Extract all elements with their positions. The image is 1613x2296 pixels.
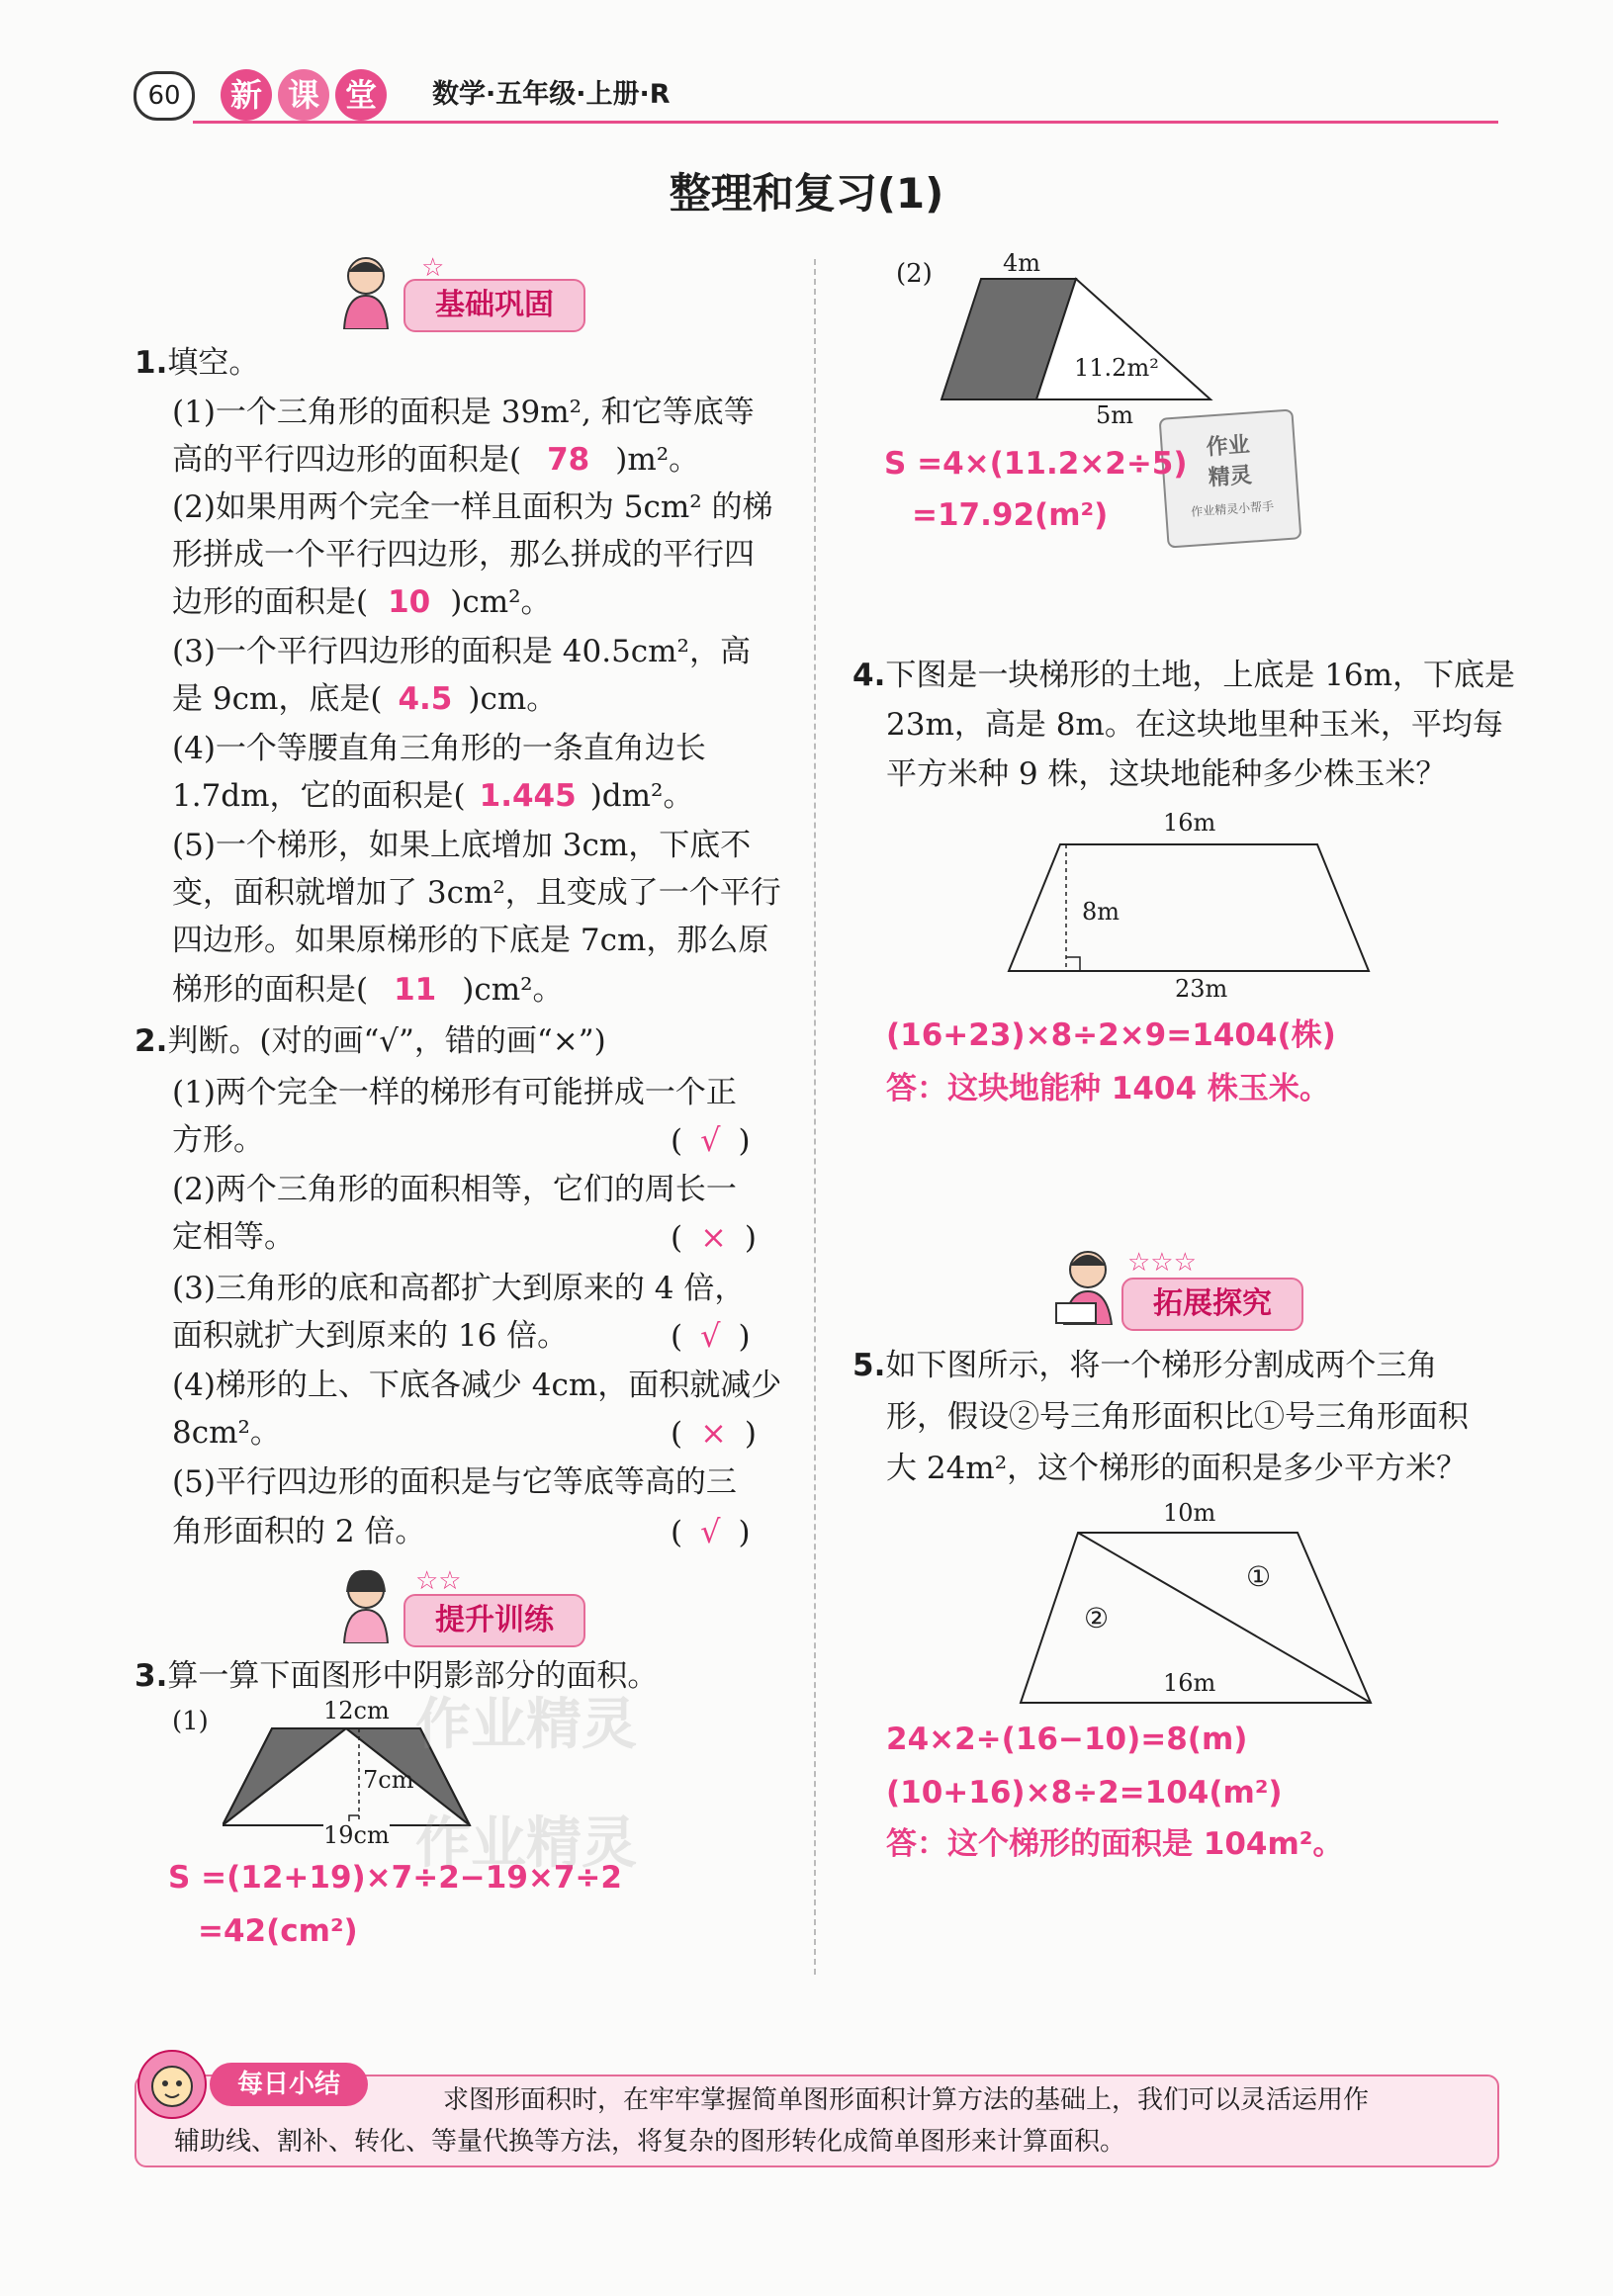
q1-answer-4: 1.445 [479, 778, 577, 814]
q5-line-2: 形，假设②号三角形面积比①号三角形面积 [886, 1399, 1469, 1435]
q3-fig2-top-label: 4m [1003, 249, 1041, 277]
q4-line-1: 4.下图是一块梯形的土地，上底是 16m，下底是 [852, 658, 1516, 693]
q5-solution-line-3: 答：这个梯形的面积是 104m²。 [886, 1826, 1344, 1862]
watermark-2: 作业精灵 [415, 1811, 637, 1876]
q4-height-label: 8m [1082, 898, 1120, 926]
daily-summary-line-2: 辅助线、割补、转化、等量代换等方法，将复杂的图形转化成简单图形来计算面积。 [174, 2127, 1126, 2157]
daily-summary-badge: 每日小结 [210, 2063, 368, 2106]
q4-line-2: 23m，高是 8m。在这块地里种玉米，平均每 [886, 707, 1503, 743]
q3-solution-2-line-1: S =4×(11.2×2÷5) [884, 446, 1188, 482]
q3-part2-label: (2) [896, 259, 933, 289]
q4-line-3: 平方米种 9 株，这块地能种多少株玉米？ [886, 756, 1447, 792]
lion-icon [134, 2047, 210, 2122]
q3-heading: 3.算一算下面图形中阴影部分的面积。 [134, 1658, 659, 1694]
q1-answer-5: 11 [394, 972, 437, 1008]
section-extend-badge: 拓展探究 [1121, 1278, 1303, 1331]
q5-figure [1015, 1499, 1381, 1717]
q3-fig1-height-label: 7cm [363, 1766, 414, 1794]
q3-fig1-top-label: 12cm [323, 1697, 390, 1724]
column-divider [814, 259, 816, 1975]
q1-answer-3: 4.5 [398, 681, 453, 717]
q3-figure-2 [938, 249, 1224, 427]
q3-solution-1-line-2: =42(cm²) [198, 1913, 358, 1949]
section-improve-badge: 提升训练 [403, 1594, 585, 1647]
q5-tri2-label: ② [1084, 1602, 1110, 1634]
q3-part1-label: (1) [172, 1707, 209, 1736]
stars-icon: ☆☆ [415, 1566, 462, 1596]
q4-top-label: 16m [1163, 809, 1216, 837]
q1-answer-1: 78 [547, 442, 590, 478]
brand-char-1: 新 [221, 69, 272, 121]
reader-kid-icon [1054, 1246, 1120, 1325]
header [134, 65, 1498, 129]
star-icon: ☆ [421, 253, 445, 283]
q2-answer-4: × [700, 1414, 727, 1452]
girl-icon [336, 1566, 394, 1643]
q2-answer-5: √ [700, 1513, 721, 1550]
brand-char-3: 堂 [335, 69, 387, 121]
section-basic-badge: 基础巩固 [403, 279, 585, 332]
q2-answer-2: × [700, 1218, 727, 1256]
q5-solution-line-2: (10+16)×8÷2=104(m²) [886, 1775, 1283, 1810]
header-line [193, 121, 1498, 124]
page-title: 整理和复习(1) [669, 169, 944, 218]
q1-answer-2: 10 [388, 584, 431, 620]
q5-top-label: 10m [1163, 1499, 1216, 1527]
q4-bottom-label: 23m [1175, 975, 1228, 1003]
q5-tri1-label: ① [1246, 1560, 1272, 1593]
q5-line-3: 大 24m²，这个梯形的面积是多少平方米？ [886, 1451, 1468, 1486]
daily-summary-line-1: 求图形面积时，在牢牢掌握简单图形面积计算方法的基础上，我们可以灵活运用作 [443, 2085, 1370, 2115]
q5-line-1: 5.如下图所示，将一个梯形分割成两个三角 [852, 1348, 1438, 1383]
page-number: 60 [134, 71, 195, 121]
q5-bottom-label: 16m [1163, 1669, 1216, 1697]
q3-fig1-bottom-label: 19cm [323, 1821, 390, 1849]
q2-answer-1: √ [700, 1121, 721, 1159]
kid-icon [336, 252, 394, 329]
q2-heading: 2.判断。(对的画“√”，错的画“×”) [134, 1023, 606, 1059]
q3-fig2-bottom-label: 5m [1096, 401, 1134, 429]
three-stars-icon: ☆☆☆ [1127, 1248, 1197, 1278]
q1-heading: 1.填空。 [134, 345, 260, 381]
q3-fig2-area-label: 11.2m² [1074, 354, 1159, 382]
q3-solution-1-line-1: S =(12+19)×7÷2−19×7÷2 [168, 1860, 622, 1896]
q2-answer-3: √ [700, 1317, 721, 1355]
watermark-1: 作业精灵 [415, 1693, 637, 1757]
q4-solution-line-1: (16+23)×8÷2×9=1404(株) [886, 1017, 1336, 1053]
brand-char-2: 课 [278, 69, 329, 121]
q4-solution-line-2: 答：这块地能种 1404 株玉米。 [886, 1071, 1330, 1106]
header-subtitle: 数学·五年级·上册·R [432, 79, 671, 110]
q5-solution-line-1: 24×2÷(16−10)=8(m) [886, 1722, 1248, 1757]
q4-figure [1001, 809, 1377, 1007]
q3-solution-2-line-2: =17.92(m²) [912, 497, 1109, 533]
homework-stamp: 作业 精灵 作业精灵小帮手 [1159, 408, 1302, 548]
